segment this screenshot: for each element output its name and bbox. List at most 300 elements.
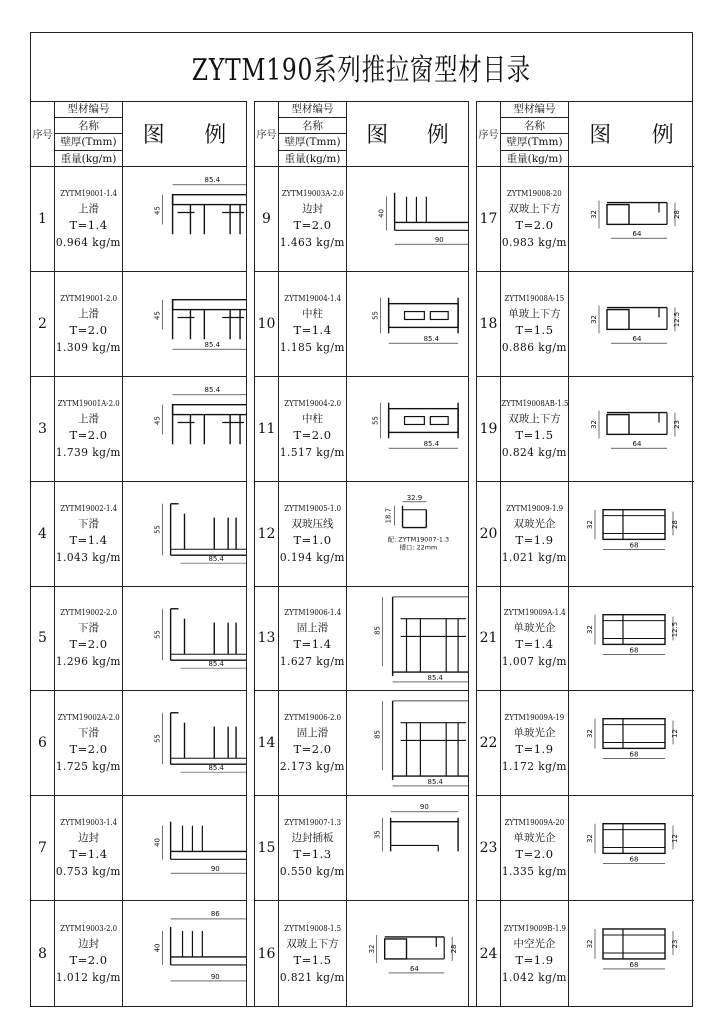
profile-name: 中柱 [302, 412, 323, 425]
profile-code: ZYTM19006-2.0 [284, 713, 341, 724]
profile-info [55, 691, 123, 795]
profile-info [279, 167, 347, 271]
profile-info [279, 901, 347, 1006]
profile-thickness: T=1.0 [293, 532, 332, 547]
profile-figure [569, 272, 694, 376]
dimension-label: 55 [153, 524, 162, 534]
dimension-label: 85.4 [208, 764, 224, 773]
row-number: 13 [255, 587, 279, 691]
profile-weight: 0.753 kg/m [55, 864, 122, 879]
table-row [31, 272, 246, 377]
legend-char: 例 [426, 123, 449, 148]
dimension-label: 68 [629, 750, 639, 759]
dimension-label: 32 [589, 210, 599, 219]
profile-weight: 0.983 kg/m [501, 234, 568, 249]
profile-thickness: T=1.4 [69, 217, 108, 232]
profile-figure [569, 587, 694, 691]
dimension-label: 12 [670, 729, 680, 739]
table-row [31, 901, 246, 1006]
row-number: 6 [31, 691, 55, 795]
dimension-label: 40 [377, 209, 386, 218]
dimension-label: 12 [670, 834, 680, 844]
column-gap [247, 101, 255, 1006]
profile-name: 上滑 [78, 412, 99, 425]
profile-drawing [123, 272, 246, 376]
profile-figure [347, 167, 468, 271]
profile-weight: 1.042 kg/m [501, 969, 568, 984]
profile-figure [123, 796, 246, 900]
profile-name: 双玻压线 [291, 517, 334, 530]
profile-code: ZYTM19002A-2.0 [57, 713, 120, 724]
profile-name: 下滑 [78, 622, 99, 635]
profile-name: 单玻上下方 [508, 307, 561, 320]
profile-code: ZYTM19008A-15 [504, 293, 565, 304]
dimension-label: 12.5 [672, 311, 682, 328]
profile-weight: 0.194 kg/m [279, 549, 346, 564]
profile-outline [603, 719, 665, 749]
profile-outline [405, 311, 425, 319]
profile-drawing [347, 482, 468, 586]
row-number: 14 [255, 691, 279, 795]
dimension-label: 23 [672, 419, 682, 429]
profile-name: 边封 [78, 937, 99, 950]
profile-outline [603, 509, 665, 539]
profile-outline [603, 929, 665, 959]
header-fields [55, 101, 123, 166]
row-number: 11 [255, 377, 279, 481]
profile-weight: 0.824 kg/m [501, 444, 568, 459]
profile-info [279, 377, 347, 481]
row-number: 15 [255, 796, 279, 900]
table-row [477, 272, 694, 377]
profile-name: 双玻光企 [513, 517, 556, 530]
profile-code: ZYTM19007-1.3 [284, 818, 341, 829]
header-weight: 重量(kg/m) [60, 152, 117, 165]
profile-figure [123, 482, 246, 586]
profile-thickness: T=2.0 [515, 847, 554, 862]
profile-code: ZYTM19004-2.0 [284, 398, 341, 409]
table-row [255, 482, 468, 587]
catalog-column [477, 101, 694, 1006]
header-thickness: 壁厚(Tmm) [501, 134, 568, 151]
title-bar [31, 33, 692, 102]
profile-name: 边封插板 [291, 832, 334, 845]
dimension-label: 90 [210, 865, 220, 874]
table-row [255, 901, 468, 1006]
profile-drawing [347, 691, 468, 795]
profile-weight: 1.296 kg/m [55, 654, 122, 669]
profile-info [279, 272, 347, 376]
profile-info [55, 377, 123, 481]
profile-drawing [569, 587, 694, 691]
dimension-label: 85.4 [204, 385, 220, 394]
profile-outline [405, 416, 425, 424]
row-number: 10 [255, 272, 279, 376]
profile-info [279, 691, 347, 795]
profile-code: ZYTM19004-1.4 [284, 293, 341, 304]
profile-thickness: T=1.9 [515, 532, 554, 547]
profile-name: 双玻上下方 [508, 202, 561, 215]
profile-drawing [347, 377, 468, 481]
profile-thickness: T=1.9 [515, 952, 554, 967]
legend-char: 例 [651, 123, 674, 148]
dimension-label: 64 [410, 965, 419, 974]
profile-info [501, 482, 569, 586]
row-number: 22 [477, 691, 501, 795]
profile-weight: 1.725 kg/m [55, 759, 122, 774]
row-number: 2 [31, 272, 55, 376]
header-code: 型材编号 [501, 101, 568, 118]
profile-thickness: T=2.0 [293, 742, 332, 757]
row-number: 1 [31, 167, 55, 271]
dimension-label: 85.4 [208, 554, 224, 563]
dimension-label: 85.4 [423, 335, 440, 344]
profile-code: ZYTM19003-2.0 [60, 923, 117, 934]
column-header [477, 101, 694, 167]
catalog-column [31, 101, 247, 1006]
profile-drawing [569, 167, 694, 271]
profile-drawing [347, 587, 468, 691]
table-row [255, 167, 468, 272]
dimension-label: 85.4 [204, 341, 220, 350]
profile-figure [123, 691, 246, 795]
profile-weight: 0.821 kg/m [279, 969, 346, 984]
table-row [477, 167, 694, 272]
catalog-columns [31, 101, 692, 1006]
header-legend [569, 101, 694, 166]
profile-drawing [123, 482, 246, 586]
dimension-label: 28 [670, 519, 680, 529]
legend-char: 图 [142, 123, 165, 148]
profile-figure [347, 587, 468, 691]
profile-code: ZYTM19008-20 [507, 188, 562, 199]
profile-thickness: T=2.0 [293, 427, 332, 442]
profile-weight: 1.012 kg/m [55, 969, 122, 984]
table-row [477, 796, 694, 901]
profile-info [55, 167, 123, 271]
dimension-label: 55 [371, 415, 380, 425]
dimension-label: 68 [629, 540, 639, 549]
profile-code: ZYTM19009B-1.9 [503, 923, 566, 934]
profile-drawing [123, 167, 246, 271]
profile-figure [123, 377, 246, 481]
profile-thickness: T=1.9 [515, 742, 554, 757]
profile-thickness: T=1.4 [293, 637, 332, 652]
profile-code: ZYTM19009-1.9 [506, 503, 563, 514]
row-number: 18 [477, 272, 501, 376]
profile-figure [569, 482, 694, 586]
header-name: 名称 [55, 118, 122, 135]
profile-thickness: T=1.5 [293, 952, 332, 967]
header-thickness: 壁厚(Tmm) [279, 134, 346, 151]
profile-thickness: T=2.0 [515, 217, 554, 232]
profile-figure [123, 272, 246, 376]
profile-name: 中柱 [302, 307, 323, 320]
header-weight: 重量(kg/m) [506, 152, 563, 165]
profile-info [501, 796, 569, 900]
profile-name: 下滑 [78, 727, 99, 740]
profile-weight: 1.517 kg/m [279, 444, 346, 459]
header-name: 名称 [279, 118, 346, 135]
row-number: 20 [477, 482, 501, 586]
profile-code: ZYTM19009A-1.4 [503, 608, 566, 619]
profile-figure [347, 272, 468, 376]
profile-info [279, 587, 347, 691]
table-row [31, 482, 246, 587]
table-row [31, 796, 246, 901]
profile-info [55, 587, 123, 691]
profile-weight: 1.021 kg/m [501, 549, 568, 564]
dimension-label: 32 [585, 939, 595, 949]
table-row [31, 587, 246, 692]
legend-char: 图 [589, 123, 612, 148]
dimension-label: 68 [629, 645, 639, 654]
profile-weight: 1.043 kg/m [55, 549, 122, 564]
profile-figure [569, 377, 694, 481]
dimension-label: 28 [672, 210, 682, 219]
table-row [255, 796, 468, 901]
profile-code: ZYTM19003A-2.0 [281, 188, 344, 199]
profile-drawing [347, 796, 468, 900]
table-row [477, 482, 694, 587]
dimension-label: 32 [589, 314, 599, 324]
header-seq: 序号 [31, 101, 55, 166]
profile-figure [347, 901, 468, 1006]
profile-outline [385, 939, 407, 959]
profile-weight: 1.463 kg/m [279, 234, 346, 249]
profile-drawing [569, 272, 694, 376]
profile-info [279, 796, 347, 900]
profile-list [477, 167, 694, 1006]
dimension-label: 32 [585, 834, 595, 844]
profile-weight: 0.550 kg/m [279, 864, 346, 879]
profile-outline [607, 309, 629, 329]
page-title: ZYTM190系列推拉窗型材目录 [191, 53, 532, 88]
dimension-label: 55 [371, 311, 380, 320]
profile-drawing [347, 901, 468, 1006]
dimension-label: 86 [210, 910, 220, 919]
profile-thickness: T=1.4 [293, 322, 332, 337]
profile-info [55, 901, 123, 1006]
row-number: 3 [31, 377, 55, 481]
profile-drawing [123, 901, 246, 1006]
profile-outline [607, 205, 629, 225]
profile-name: 中空光企 [513, 937, 556, 950]
profile-code: ZYTM19002-2.0 [60, 608, 117, 619]
profile-figure [569, 691, 694, 795]
profile-code: ZYTM19002-1.4 [60, 503, 117, 514]
table-row [31, 691, 246, 796]
profile-outline [430, 311, 448, 319]
profile-weight: 0.964 kg/m [55, 234, 122, 249]
profile-drawing [569, 482, 694, 586]
profile-name: 边封 [78, 832, 99, 845]
profile-info [501, 167, 569, 271]
table-row [477, 691, 694, 796]
profile-weight: 1.309 kg/m [55, 339, 122, 354]
profile-outline [173, 300, 246, 310]
column-header [31, 101, 246, 167]
dimension-label: 55 [153, 629, 162, 639]
profile-code: ZYTM19001-1.4 [60, 188, 117, 199]
dimension-label: 68 [629, 961, 639, 970]
dimension-label: 40 [153, 838, 162, 848]
profile-code: ZYTM19008AB-1.5 [500, 398, 569, 409]
profile-weight: 1.335 kg/m [501, 864, 568, 879]
profile-code: ZYTM19003-1.4 [60, 818, 117, 829]
profile-info [55, 796, 123, 900]
profile-thickness: T=1.4 [69, 532, 108, 547]
profile-figure [347, 482, 468, 586]
profile-name: 固上滑 [296, 727, 329, 740]
table-row [255, 272, 468, 377]
header-weight: 重量(kg/m) [284, 152, 341, 165]
dimension-label: 18.7 [384, 507, 393, 523]
dimension-label: 90 [434, 236, 444, 245]
profile-name: 单玻光企 [513, 832, 556, 845]
dimension-label: 90 [210, 973, 220, 982]
dimension-label: 12.5 [670, 621, 680, 637]
header-legend [347, 101, 468, 166]
dimension-label: 64 [632, 230, 642, 239]
profile-drawing [123, 691, 246, 795]
table-row [255, 691, 468, 796]
profile-thickness: T=2.0 [293, 217, 332, 232]
dimension-label: 85.4 [427, 778, 443, 787]
profile-figure [123, 587, 246, 691]
profile-outline [173, 195, 246, 205]
dimension-label: 23 [670, 939, 680, 949]
dimension-label: 32 [585, 519, 595, 529]
profile-drawing [569, 796, 694, 900]
profile-thickness: T=2.0 [69, 427, 108, 442]
profile-drawing [123, 796, 246, 900]
column-header [255, 101, 468, 167]
profile-name: 固上滑 [296, 622, 329, 635]
profile-name: 双玻上下方 [286, 937, 339, 950]
dimension-label: 45 [153, 311, 162, 320]
profile-thickness: T=1.4 [69, 847, 108, 862]
profile-name: 双玻上下方 [508, 412, 561, 425]
profile-code: ZYTM19001-2.0 [60, 293, 117, 304]
profile-figure [123, 901, 246, 1006]
header-fields [501, 101, 569, 166]
profile-weight: 2.173 kg/m [279, 759, 346, 774]
row-number: 21 [477, 587, 501, 691]
profile-weight: 1.739 kg/m [55, 444, 122, 459]
profile-weight: 1.627 kg/m [279, 654, 346, 669]
profile-name: 上滑 [78, 202, 99, 215]
profile-info [501, 377, 569, 481]
profile-figure [347, 796, 468, 900]
dimension-label: 32.9 [406, 493, 423, 502]
row-number: 4 [31, 482, 55, 586]
profile-figure [569, 901, 694, 1006]
table-row [477, 587, 694, 692]
slot-note: 槽口: 22mm [399, 542, 438, 551]
profile-name: 下滑 [78, 517, 99, 530]
profile-info [279, 482, 347, 586]
dimension-label: 28 [450, 944, 459, 954]
profile-info [501, 901, 569, 1006]
row-number: 5 [31, 587, 55, 691]
profile-code: ZYTM19009A-19 [504, 713, 565, 724]
profile-outline [607, 414, 629, 434]
dimension-label: 85.4 [208, 659, 224, 668]
profile-drawing [123, 377, 246, 481]
profile-info [501, 272, 569, 376]
row-number: 17 [477, 167, 501, 271]
profile-info [501, 691, 569, 795]
profile-thickness: T=1.4 [515, 637, 554, 652]
profile-info [55, 272, 123, 376]
row-number: 8 [31, 901, 55, 1006]
header-fields [279, 101, 347, 166]
profile-outline [603, 614, 665, 644]
profile-list [31, 167, 246, 1006]
header-name: 名称 [501, 118, 568, 135]
profile-thickness: T=2.0 [69, 322, 108, 337]
profile-info [501, 587, 569, 691]
dimension-label: 45 [153, 415, 162, 425]
profile-figure [569, 796, 694, 900]
compat-note: 配: ZYTM19007-1.3 [387, 534, 450, 543]
dimension-label: 32 [367, 944, 376, 954]
profile-drawing [569, 377, 694, 481]
row-number: 9 [255, 167, 279, 271]
table-row [477, 377, 694, 482]
dimension-label: 32 [589, 419, 599, 429]
profile-drawing [123, 587, 246, 691]
dimension-label: 45 [153, 206, 162, 215]
table-row [477, 901, 694, 1006]
dimension-label: 68 [629, 855, 639, 864]
table-row [31, 377, 246, 482]
table-row [255, 377, 468, 482]
dimension-label: 85.4 [423, 440, 440, 448]
profile-code: ZYTM19005-1.0 [284, 503, 341, 514]
profile-outline [603, 824, 665, 854]
dimension-label: 64 [632, 440, 642, 448]
dimension-label: 85.4 [204, 175, 220, 184]
row-number: 23 [477, 796, 501, 900]
profile-drawing [569, 691, 694, 795]
catalog-sheet [30, 32, 693, 1007]
dimension-label: 40 [153, 943, 162, 953]
profile-name: 边封 [302, 202, 323, 215]
profile-code: ZYTM19008-1.5 [284, 923, 341, 934]
profile-info [55, 482, 123, 586]
table-row [255, 587, 468, 692]
profile-weight: 1.007 kg/m [501, 654, 568, 669]
profile-drawing [347, 272, 468, 376]
dimension-label: 32 [585, 624, 595, 634]
profile-thickness: T=2.0 [69, 637, 108, 652]
catalog-column [255, 101, 469, 1006]
profile-outline [430, 416, 448, 424]
row-number: 24 [477, 901, 501, 1006]
row-number: 7 [31, 796, 55, 900]
dimension-label: 64 [632, 335, 642, 344]
profile-weight: 1.185 kg/m [279, 339, 346, 354]
header-seq: 序号 [477, 101, 501, 166]
header-legend [123, 101, 246, 166]
header-code: 型材编号 [279, 101, 346, 118]
profile-name: 上滑 [78, 307, 99, 320]
dimension-label: 85 [373, 625, 382, 635]
profile-thickness: T=1.5 [515, 322, 554, 337]
profile-name: 单玻光企 [513, 622, 556, 635]
